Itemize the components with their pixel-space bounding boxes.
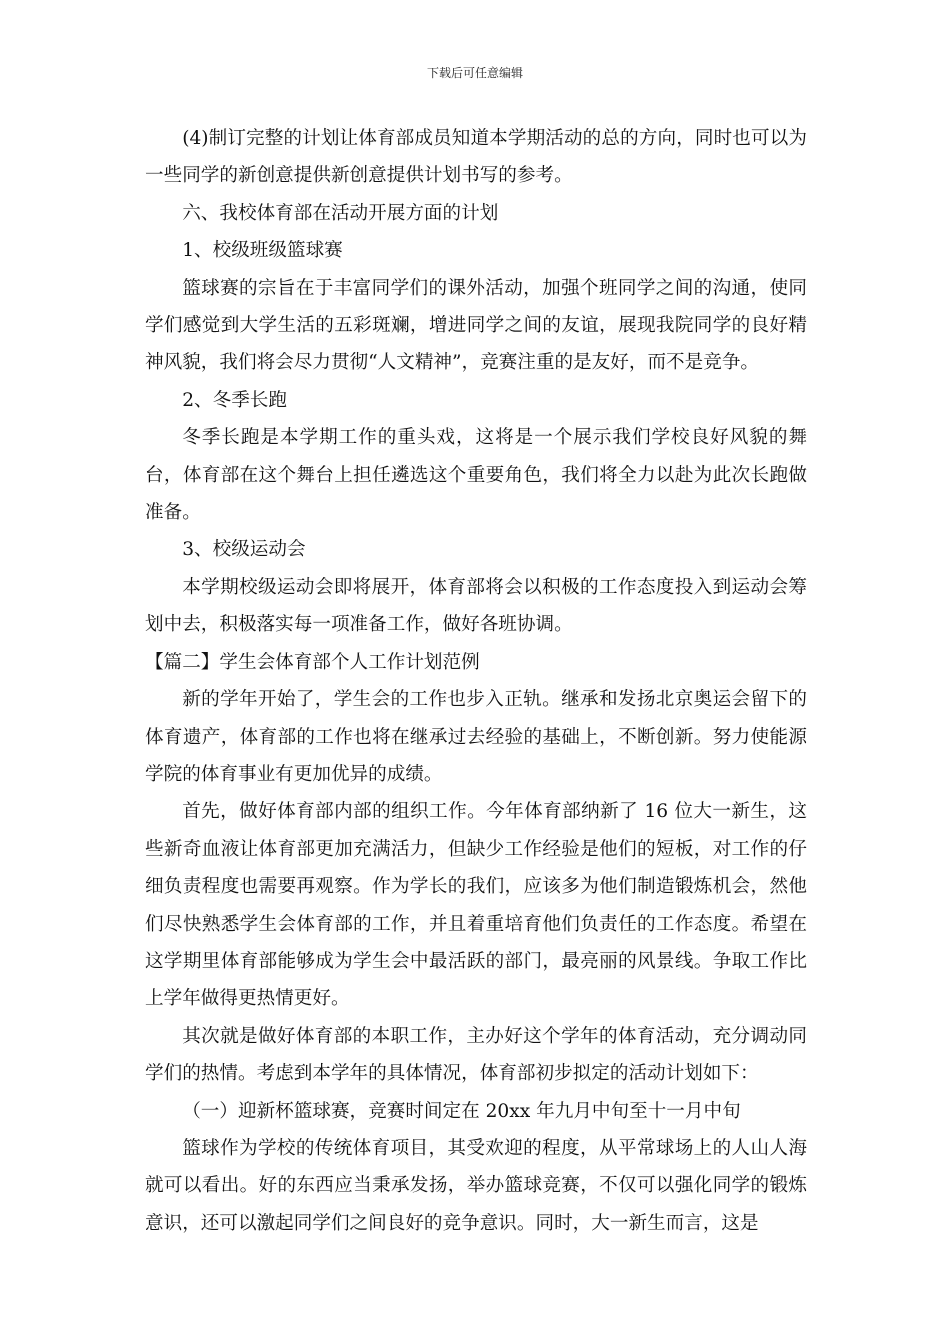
paragraph-basketball-tradition: 篮球作为学校的传统体育项目，其受欢迎的程度，从平常球场上的人山人海就可以看出。好的东西应当秉承发扬，举办篮球竞赛，不仅可以强化同学的锻炼意识，还可以激起同学们之间良好的竞争意识。同时，大一新生而言，这是 xyxy=(145,1137,807,1234)
article-heading-part-two: 【篇二】学生会体育部个人工作计划范例 xyxy=(145,651,480,673)
paragraph-second: 其次就是做好体育部的本职工作，主办好这个学年的体育活动，充分调动同学们的热情。考虑到本学年的具体情况，体育部初步拟定的活动计划如下： xyxy=(145,1025,807,1085)
paragraph-new-year: 新的学年开始了，学生会的工作也步入正轨。继承和发扬北京奥运会留下的体育遗产，体育部的工作也将在继承过去经验的基础上，不断创新。努力使能源学院的体育事业有更加优异的成绩。 xyxy=(145,689,807,785)
subheading-basketball: 1、校级班级篮球赛 xyxy=(182,240,343,262)
subheading-welcome-cup: （一）迎新杯篮球赛，竞赛时间定在 20xx 年九月中旬至十一月中旬 xyxy=(182,1100,741,1122)
paragraph-winter-run: 冬季长跑是本学期工作的重头戏，这将是一个展示我们学校良好风貌的舞台，体育部在这个舞台上担任遴选这个重要角色，我们将全力以赴为此次长跑做准备。 xyxy=(145,427,807,524)
paragraph-plan-item-4: (4)制订完整的计划让体育部成员知道本学期活动的总的方向，同时也可以为一些同学的新创意提供新创意提供计划书写的参考。 xyxy=(145,128,807,187)
subheading-sports-meet: 3、校级运动会 xyxy=(182,539,306,561)
paragraph-first: 首先，做好体育部内部的组织工作。今年体育部纳新了 16 位大一新生，这些新奇血液让体育部更加充满活力，但缺少工作经验是他们的短板，对工作的仔细负责程度也需要再观察。作为学长的我们，应该多为他们制造锻炼机会，然他们尽快熟悉学生会体育部的工作，并且着重培育他们负责任的工作态度。希望在这学期里体育部能够成为学生会中最活跃的部门，最亮丽的风景线。争取工作比上学年做得更热情更好。 xyxy=(145,801,807,1010)
section-heading-six: 六、我校体育部在活动开展方面的计划 xyxy=(182,202,499,224)
document-body xyxy=(145,120,807,1242)
paragraph-basketball: 篮球赛的宗旨在于丰富同学们的课外活动，加强个班同学之间的沟通，使同学们感觉到大学生活的五彩斑斓，增进同学之间的友谊，展现我院同学的良好精神风貌，我们将会尽力贯彻“人文精神”，竞赛注重的是友好，而不是竞争。 xyxy=(145,277,807,374)
subheading-winter-run: 2、冬季长跑 xyxy=(182,389,287,411)
page-header: 下载后可任意编辑 xyxy=(426,66,523,80)
paragraph-sports-meet: 本学期校级运动会即将展开，体育部将会以积极的工作态度投入到运动会筹划中去，积极落实每一项准备工作，做好各班协调。 xyxy=(145,576,807,636)
